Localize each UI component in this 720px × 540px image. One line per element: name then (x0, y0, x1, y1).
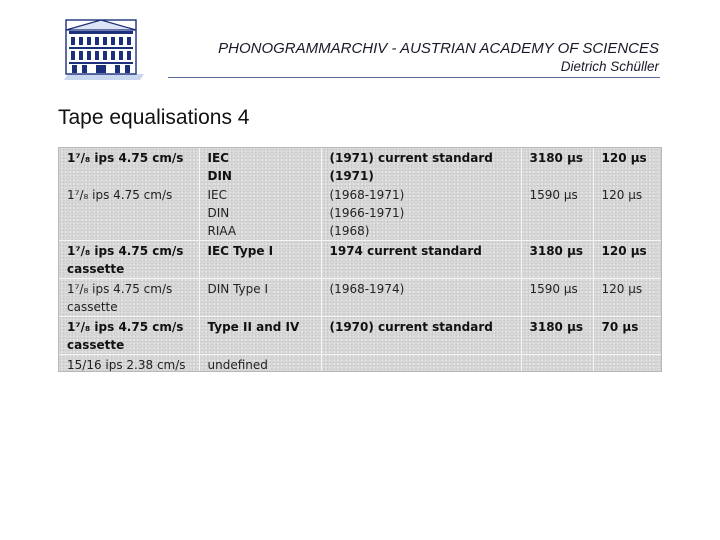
standard-cell (199, 185, 321, 241)
cell-text: (1970) current standard (329, 320, 493, 334)
standard-cell (199, 148, 321, 185)
cell-text: (1968-1971) (329, 188, 405, 202)
cell-text: 120 µs (601, 244, 647, 258)
academy-logo (60, 18, 144, 82)
t1-cell (521, 148, 593, 185)
cell-text: DIN (207, 169, 232, 183)
t1-cell (521, 279, 593, 317)
cell-text: (1971) current standard (329, 151, 493, 165)
cell-text: 120 µs (601, 151, 647, 165)
cell-text: Type II and IV (207, 320, 300, 334)
table-row (59, 279, 661, 317)
cell-text: (1966-1971) (329, 206, 405, 220)
cell-text: RIAA (207, 224, 237, 238)
speed-cell (59, 241, 199, 279)
speed-cell (59, 355, 199, 373)
cell-text: 3180 µs (529, 151, 584, 165)
cell-text: 70 µs (601, 320, 639, 334)
cell-text (330, 356, 516, 372)
cell-text: (1971) (329, 169, 374, 183)
table-row (59, 185, 661, 241)
cell-text: 15/16 ips 2.38 cm/s (67, 358, 186, 372)
cell-text: 1⁷/₈ ips 4.75 cm/s (67, 320, 184, 334)
standard-cell (199, 317, 321, 355)
cell-text: (1968) (329, 224, 370, 238)
speed-cell (59, 148, 199, 185)
t2-cell (593, 317, 661, 355)
t2-cell (593, 185, 661, 241)
cell-text: 120 µs (601, 282, 643, 296)
cell-text: IEC Type I (207, 244, 274, 258)
cell-text: 1⁷/₈ ips 4.75 cm/s (67, 151, 184, 165)
cell-text (602, 356, 657, 372)
cell-text: 1⁷/₈ ips 4.75 cm/s (67, 282, 173, 296)
cell-text: DIN (207, 206, 230, 220)
cell-text: 1974 current standard (329, 244, 482, 258)
standard-cell (199, 241, 321, 279)
cell-text: 3180 µs (529, 244, 584, 258)
table-row (59, 317, 661, 355)
t2-cell (593, 148, 661, 185)
cell-text: 120 µs (601, 188, 643, 202)
standard-cell (199, 355, 321, 373)
period-cell (321, 148, 521, 185)
slide-title: Tape equalisations 4 (58, 106, 250, 129)
cell-text: undefined (207, 358, 268, 372)
cell-text: 3180 µs (529, 320, 584, 334)
speed-cell (59, 279, 199, 317)
t2-cell (593, 279, 661, 317)
period-cell (321, 185, 521, 241)
header-divider (168, 77, 660, 78)
speed-cell (59, 185, 199, 241)
t1-cell (521, 317, 593, 355)
header-title: PHONOGRAMMARCHIV - AUSTRIAN ACADEMY OF SCIENCES (218, 40, 659, 57)
t2-cell (593, 241, 661, 279)
cell-text: 1⁷/₈ ips 4.75 cm/s (67, 188, 173, 202)
cell-text: IEC (207, 151, 229, 165)
cell-text: 1590 µs (529, 188, 578, 202)
cell-text: (1968-1974) (329, 282, 405, 296)
cell-text: 1⁷/₈ ips 4.75 cm/s (67, 244, 184, 258)
table-row (59, 355, 661, 373)
table-row (59, 148, 661, 185)
t1-cell (521, 355, 593, 373)
t1-cell (521, 185, 593, 241)
cell-text: IEC (207, 188, 227, 202)
cell-text: cassette (67, 300, 118, 314)
period-cell (321, 279, 521, 317)
cell-text: 1590 µs (529, 282, 578, 296)
cell-text: cassette (67, 262, 125, 276)
equalisation-table (58, 147, 662, 372)
standard-cell (199, 279, 321, 317)
table-row (59, 241, 661, 279)
t2-cell (593, 355, 661, 373)
header-author: Dietrich Schüller (560, 59, 659, 74)
period-cell (321, 317, 521, 355)
cell-text: DIN Type I (207, 282, 268, 296)
speed-cell (59, 317, 199, 355)
cell-text (530, 356, 588, 372)
cell-text: cassette (67, 338, 125, 352)
period-cell (321, 355, 521, 373)
period-cell (321, 241, 521, 279)
t1-cell (521, 241, 593, 279)
